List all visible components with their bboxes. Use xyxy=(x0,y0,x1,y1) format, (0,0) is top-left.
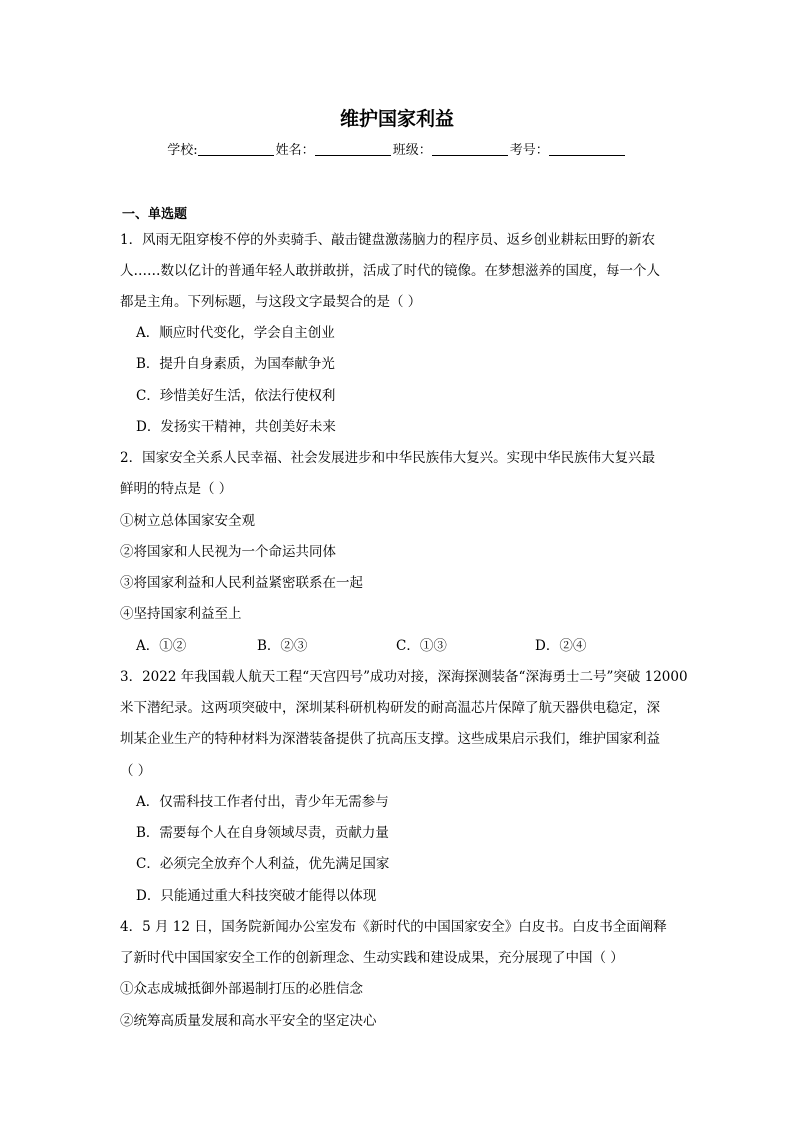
q1-option-c[interactable]: C．珍惜美好生活，依法行使权利 xyxy=(136,388,336,404)
q2-item-1: ①树立总体国家安全观 xyxy=(120,513,255,529)
q2-item-4: ④坚持国家利益至上 xyxy=(120,606,242,622)
q1-option-a[interactable]: A．顺应时代变化，学会自主创业 xyxy=(136,325,335,341)
q3-option-b[interactable]: B．需要每个人在自身领域尽责，贡献力量 xyxy=(136,825,389,841)
q4-line-2: 了新时代中国国家安全工作的创新理念、生动实践和建设成果，充分展现了中国（ ） xyxy=(120,950,624,966)
number-blank[interactable] xyxy=(549,143,625,156)
q3-line-4: （ ） xyxy=(120,763,152,779)
q1-line-1: 1．风雨无阻穿梭不停的外卖骑手、敲击键盘激荡脑力的程序员、返乡创业耕耘田野的新农 xyxy=(120,232,656,248)
q2-option-c[interactable]: C．①③ xyxy=(396,638,447,654)
q4-item-2: ②统筹高质量发展和高水平安全的坚定决心 xyxy=(120,1013,377,1029)
page-title: 维护国家利益 xyxy=(339,108,454,130)
q2-line-2: 鲜明的特点是（ ） xyxy=(120,481,233,497)
q3-option-d[interactable]: D．只能通过重大科技突破才能得以体现 xyxy=(136,888,377,904)
name-blank[interactable] xyxy=(315,143,391,156)
section-heading: 一、单选题 xyxy=(122,207,188,222)
class-blank[interactable] xyxy=(432,143,508,156)
q2-option-b[interactable]: B．②③ xyxy=(257,638,308,654)
number-label: 考号： xyxy=(509,143,549,158)
student-info-line xyxy=(0,139,794,158)
name-label: 姓名： xyxy=(275,143,315,158)
q3-line-3: 圳某企业生产的特种材料为深潜装备提供了抗高压支撑。这些成果启示我们，维护国家利益 xyxy=(120,731,660,747)
q1-line-2: 人……数以亿计的普通年轻人敢拼敢拼，活成了时代的镜像。在梦想滋养的国度，每一个人 xyxy=(120,263,660,279)
q1-option-b[interactable]: B．提升自身素质，为国奉献争光 xyxy=(136,356,335,372)
q2-option-d[interactable]: D．②④ xyxy=(535,638,587,654)
q2-option-a[interactable]: A．①② xyxy=(136,638,187,654)
q3-option-a[interactable]: A．仅需科技工作者付出，青少年无需参与 xyxy=(136,794,389,810)
q1-line-3: 都是主角。下列标题，与这段文字最契合的是（ ） xyxy=(120,294,422,310)
class-label: 班级： xyxy=(392,143,432,158)
school-blank[interactable] xyxy=(198,143,274,156)
q4-item-1: ①众志成城抵御外部遏制打压的必胜信念 xyxy=(120,981,363,997)
q2-item-3: ③将国家利益和人民利益紧密联系在一起 xyxy=(120,575,363,591)
q3-option-c[interactable]: C．必须完全放弃个人利益，优先满足国家 xyxy=(136,856,390,872)
q1-option-d[interactable]: D．发扬实干精神，共创美好未来 xyxy=(136,419,336,435)
q3-line-2: 米下潜纪录。这两项突破中，深圳某科研机构研发的耐高温芯片保障了航天器供电稳定，深 xyxy=(120,700,660,716)
q2-line-1: 2．国家安全关系人民幸福、社会发展进步和中华民族伟大复兴。实现中华民族伟大复兴最 xyxy=(120,450,656,466)
q3-line-1: 3．2022 年我国载人航天工程“天宫四号”成功对接，深海探测装备“深海勇士二号”突破 12000 xyxy=(120,669,688,685)
q2-item-2: ②将国家和人民视为一个命运共同体 xyxy=(120,544,336,560)
school-label: 学校: xyxy=(167,143,198,158)
q4-line-1: 4．5 月 12 日，国务院新闻办公室发布《新时代的中国国家安全》白皮书。白皮书全面阐释 xyxy=(120,919,667,935)
